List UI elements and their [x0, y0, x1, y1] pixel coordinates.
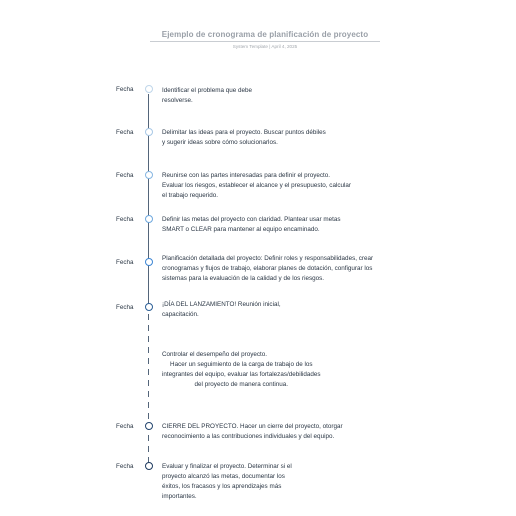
- page-title: Ejemplo de cronograma de planificación de proyecto: [161, 30, 369, 39]
- timeline-node: [145, 215, 153, 223]
- timeline-line: [148, 94, 149, 306]
- timeline-node: [145, 303, 153, 311]
- timeline-node: [145, 85, 153, 93]
- title-divider: [150, 41, 380, 42]
- timeline-description: ¡DÍA DEL LANZAMIENTO! Reunión inicial, capacitación.: [162, 301, 281, 318]
- timeline-description: Identificar el problema que debe resolverse.: [162, 87, 252, 104]
- timeline-node: [145, 462, 153, 470]
- timeline-description: Planificación detallada del proyecto: Definir roles y responsabilidades, crear cronogramas y flujos de trabajo, elaborar planes de dotación, configurar los sistemas para la evaluación de la calidad y de los riesgos.: [162, 255, 374, 282]
- timeline-node: [145, 422, 153, 430]
- timeline-date: Fecha: [116, 259, 134, 266]
- timeline-date: Fecha: [116, 86, 134, 93]
- timeline-date: Fecha: [116, 172, 134, 179]
- timeline-description: CIERRE DEL PROYECTO. Hacer un cierre del proyecto, otorgar reconocimiento a las contribuciones individuales y del equipo.: [162, 423, 343, 440]
- timeline-description: Controlar el desempeño del proyecto. Hacer un seguimiento de la carga de trabajo de los integrantes del equipo, evaluar las fortalezas/debilidades del proyecto de manera continua.: [162, 351, 321, 388]
- timeline-node: [145, 258, 153, 266]
- timeline-description: Evaluar y finalizar el proyecto. Determinar si el proyecto alcanzó las metas, documentar los éxitos, los fracasos y los aprendizajes más importantes.: [162, 463, 292, 500]
- timeline-node: [145, 128, 153, 136]
- timeline-date: Fecha: [116, 129, 134, 136]
- timeline-node: [145, 171, 153, 179]
- timeline-description: Delimitar las ideas para el proyecto. Buscar puntos débiles y sugerir ideas sobre cómo solucionarlos.: [162, 129, 326, 146]
- timeline-description: Definir las metas del proyecto con claridad. Plantear usar metas SMART o CLEAR para mantener al equipo encaminado.: [162, 216, 341, 233]
- timeline-date: Fecha: [116, 463, 134, 470]
- timeline-date: Fecha: [116, 304, 134, 311]
- page-subtitle: System Template | April 4, 2025: [232, 44, 298, 49]
- timeline-description: Reunirse con las partes interesadas para definir el proyecto. Evaluar los riesgos, establecer el alcance y el presupuesto, calcular el trabajo requerido.: [162, 172, 352, 199]
- timeline-date: Fecha: [116, 216, 134, 223]
- timeline-dashed-line: [148, 314, 149, 464]
- timeline-date: Fecha: [116, 423, 134, 430]
